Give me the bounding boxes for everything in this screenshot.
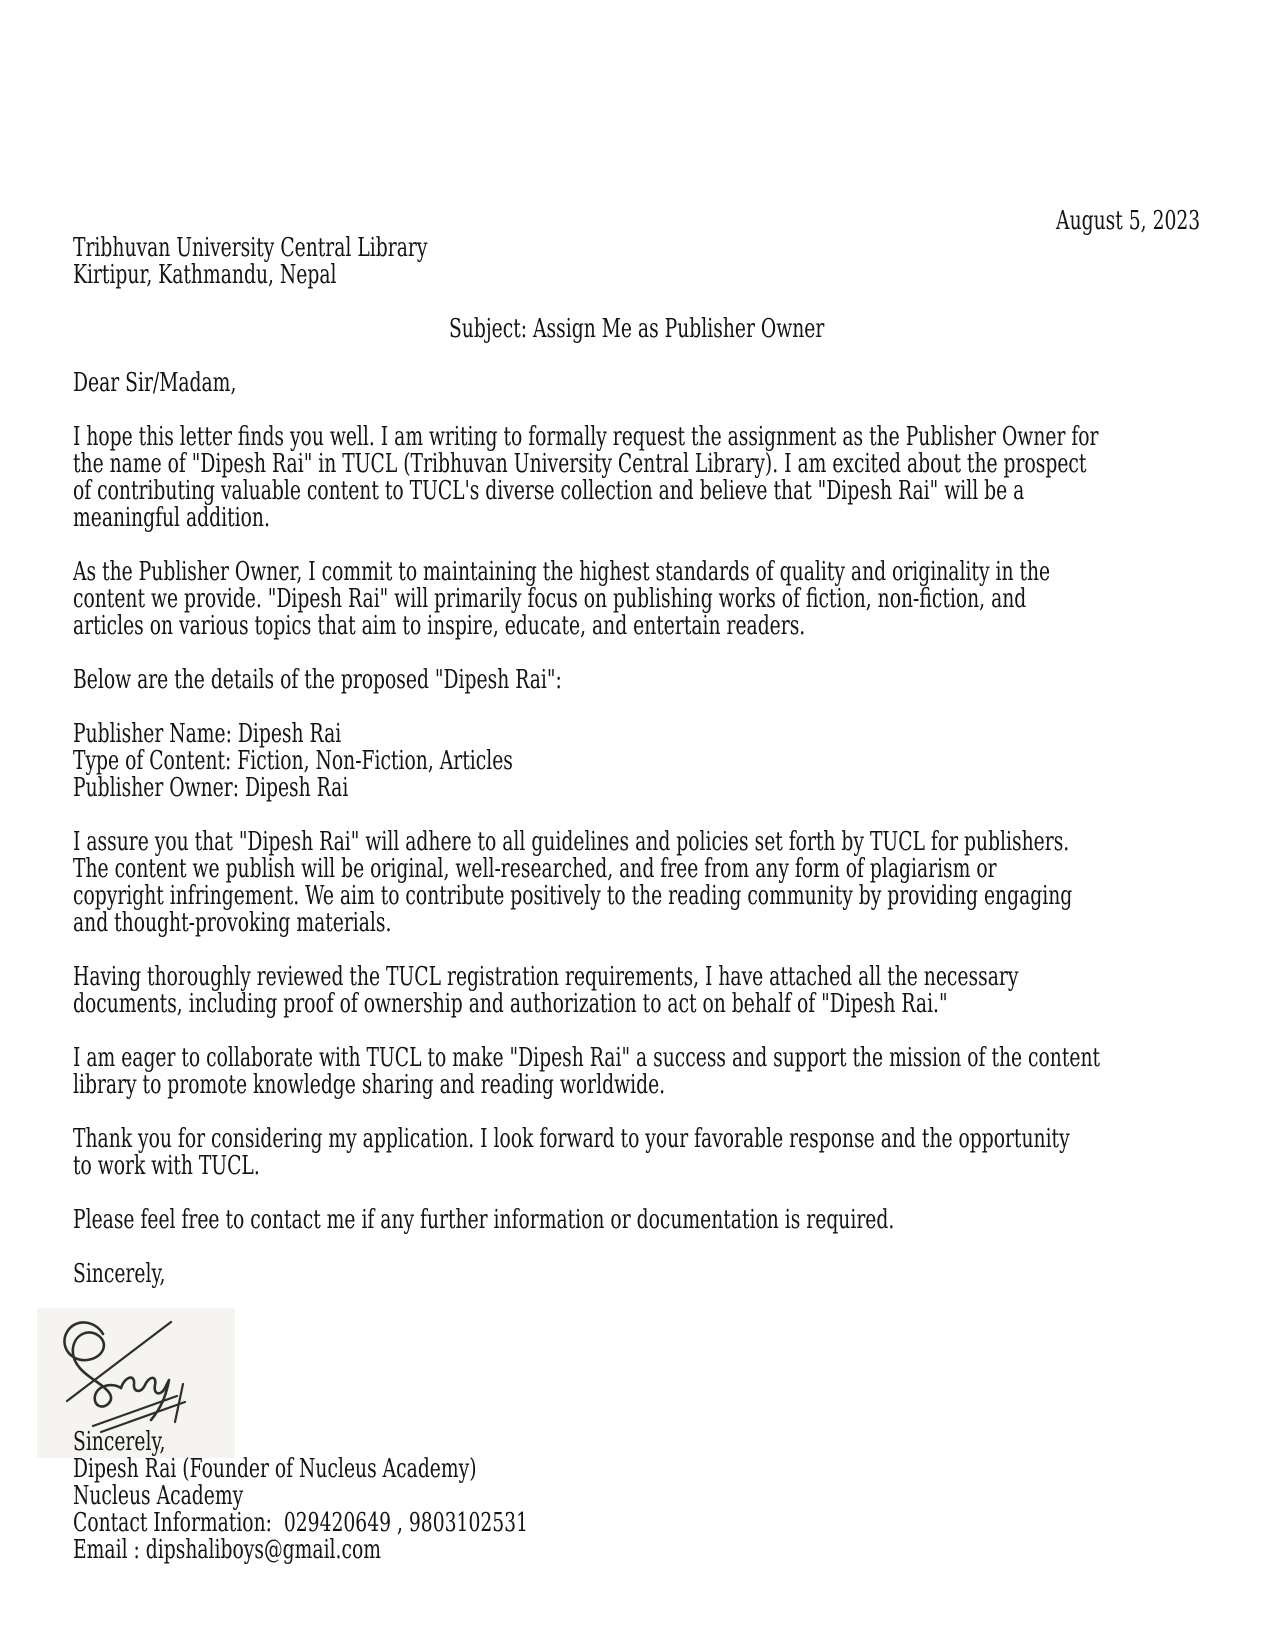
text-line [73, 1153, 1200, 1180]
text-line-content: I hope this letter finds you well. I am writing to formally request the assignment as the Publisher Owner for [73, 422, 1099, 452]
paragraph [73, 964, 1200, 1018]
text-line-content: I am eager to collaborate with TUCL to make "Dipesh Rai" a success and support the mission of the content [73, 1043, 1101, 1073]
text-line-content: Sincerely, [73, 1427, 166, 1457]
text-line-content: The content we publish will be original, well-researched, and free from any form of plagiarism or [73, 854, 997, 884]
text-line [73, 1072, 1200, 1099]
text-line-content: Tribhuvan University Central Library [73, 233, 428, 263]
text-line [73, 478, 1200, 505]
text-line-content: to work with TUCL. [73, 1151, 260, 1181]
text-line-content: I assure you that "Dipesh Rai" will adhere to all guidelines and policies set forth by TUCL for publishers. [73, 827, 1070, 857]
text-line-content: Publisher Owner: Dipesh Rai [73, 773, 349, 803]
text-line-content: Nucleus Academy [73, 1481, 244, 1511]
paragraph [73, 559, 1200, 640]
text-line [73, 1483, 1200, 1510]
text-line-content: Email : dipshaliboys@gmail.com [73, 1535, 382, 1565]
salutation-text: Dear Sir/Madam, [73, 368, 237, 398]
text-line [73, 748, 1200, 775]
text-line [73, 1429, 1200, 1456]
text-line-content: and thought-provoking materials. [73, 908, 392, 938]
text-line [73, 1537, 1200, 1564]
text-line-content: Below are the details of the proposed "Dipesh Rai": [73, 665, 562, 695]
text-line-content: documents, including proof of ownership and authorization to act on behalf of "Dipesh Rai." [73, 989, 948, 1019]
text-line [73, 1126, 1200, 1153]
signature-area [73, 1288, 1200, 1429]
closing-line [73, 1261, 1200, 1288]
paragraph [73, 424, 1200, 532]
text-line-content: Thank you for considering my application. I look forward to your favorable response and the opportunity [73, 1124, 1070, 1154]
text-line-content: Having thoroughly reviewed the TUCL registration requirements, I have attached all the necessary [73, 962, 1019, 992]
text-line-content: As the Publisher Owner, I commit to maintaining the highest standards of quality and originality in the [73, 557, 1051, 587]
text-line [73, 829, 1200, 856]
subject-text: Subject: Assign Me as Publisher Owner [448, 314, 825, 344]
text-line [73, 964, 1200, 991]
salutation-line [73, 370, 1200, 397]
text-line [73, 775, 1200, 802]
text-line [73, 451, 1200, 478]
text-line [73, 667, 1200, 694]
text-line [73, 424, 1200, 451]
text-line-content: meaningful addition. [73, 503, 270, 533]
text-line-content: articles on various topics that aim to inspire, educate, and entertain readers. [73, 611, 806, 641]
text-line-content: Publisher Name: Dipesh Rai [73, 719, 342, 749]
text-line-content: copyright infringement. We aim to contribute positively to the reading community by providing engaging [73, 881, 1073, 911]
text-line [73, 1207, 1200, 1234]
recipient-address [73, 235, 1200, 289]
text-line [73, 910, 1200, 937]
text-line [73, 559, 1200, 586]
letter-body [73, 424, 1200, 1234]
text-line [73, 235, 1200, 262]
paragraph [73, 1207, 1200, 1234]
text-line-content: the name of "Dipesh Rai" in TUCL (Tribhuvan University Central Library). I am excited about the prospect [73, 449, 1087, 479]
text-line [73, 613, 1200, 640]
text-line-content: Contact Information: 029420649 , 9803102531 [73, 1508, 528, 1538]
text-line-content: Kirtipur, Kathmandu, Nepal [73, 260, 337, 290]
text-line [73, 721, 1200, 748]
text-line [73, 505, 1200, 532]
text-line-content: Please feel free to contact me if any further information or documentation is required. [73, 1205, 895, 1235]
closing-text: Sincerely, [73, 1259, 166, 1289]
text-line [73, 1045, 1200, 1072]
date-text: August 5, 2023 [1055, 206, 1200, 236]
subject-line [73, 316, 1200, 343]
paragraph [73, 667, 1200, 694]
text-line [73, 856, 1200, 883]
text-line-content: Type of Content: Fiction, Non-Fiction, Articles [73, 746, 513, 776]
paragraph [73, 721, 1200, 802]
text-line [73, 262, 1200, 289]
text-line-content: content we provide. "Dipesh Rai" will primarily focus on publishing works of fiction, non-fiction, and [73, 584, 1027, 614]
text-line-content: library to promote knowledge sharing and reading worldwide. [73, 1070, 666, 1100]
text-line [73, 586, 1200, 613]
text-line [73, 991, 1200, 1018]
date-line [73, 208, 1200, 235]
paragraph [73, 1126, 1200, 1180]
text-line-content: Dipesh Rai (Founder of Nucleus Academy) [73, 1454, 477, 1484]
text-line-content: of contributing valuable content to TUCL's diverse collection and believe that "Dipesh Rai" will be a [73, 476, 1025, 506]
signature-block [73, 1429, 1200, 1564]
paragraph [73, 1045, 1200, 1099]
paragraph [73, 829, 1200, 937]
text-line [73, 883, 1200, 910]
text-line [73, 1510, 1200, 1537]
text-line [73, 1456, 1200, 1483]
